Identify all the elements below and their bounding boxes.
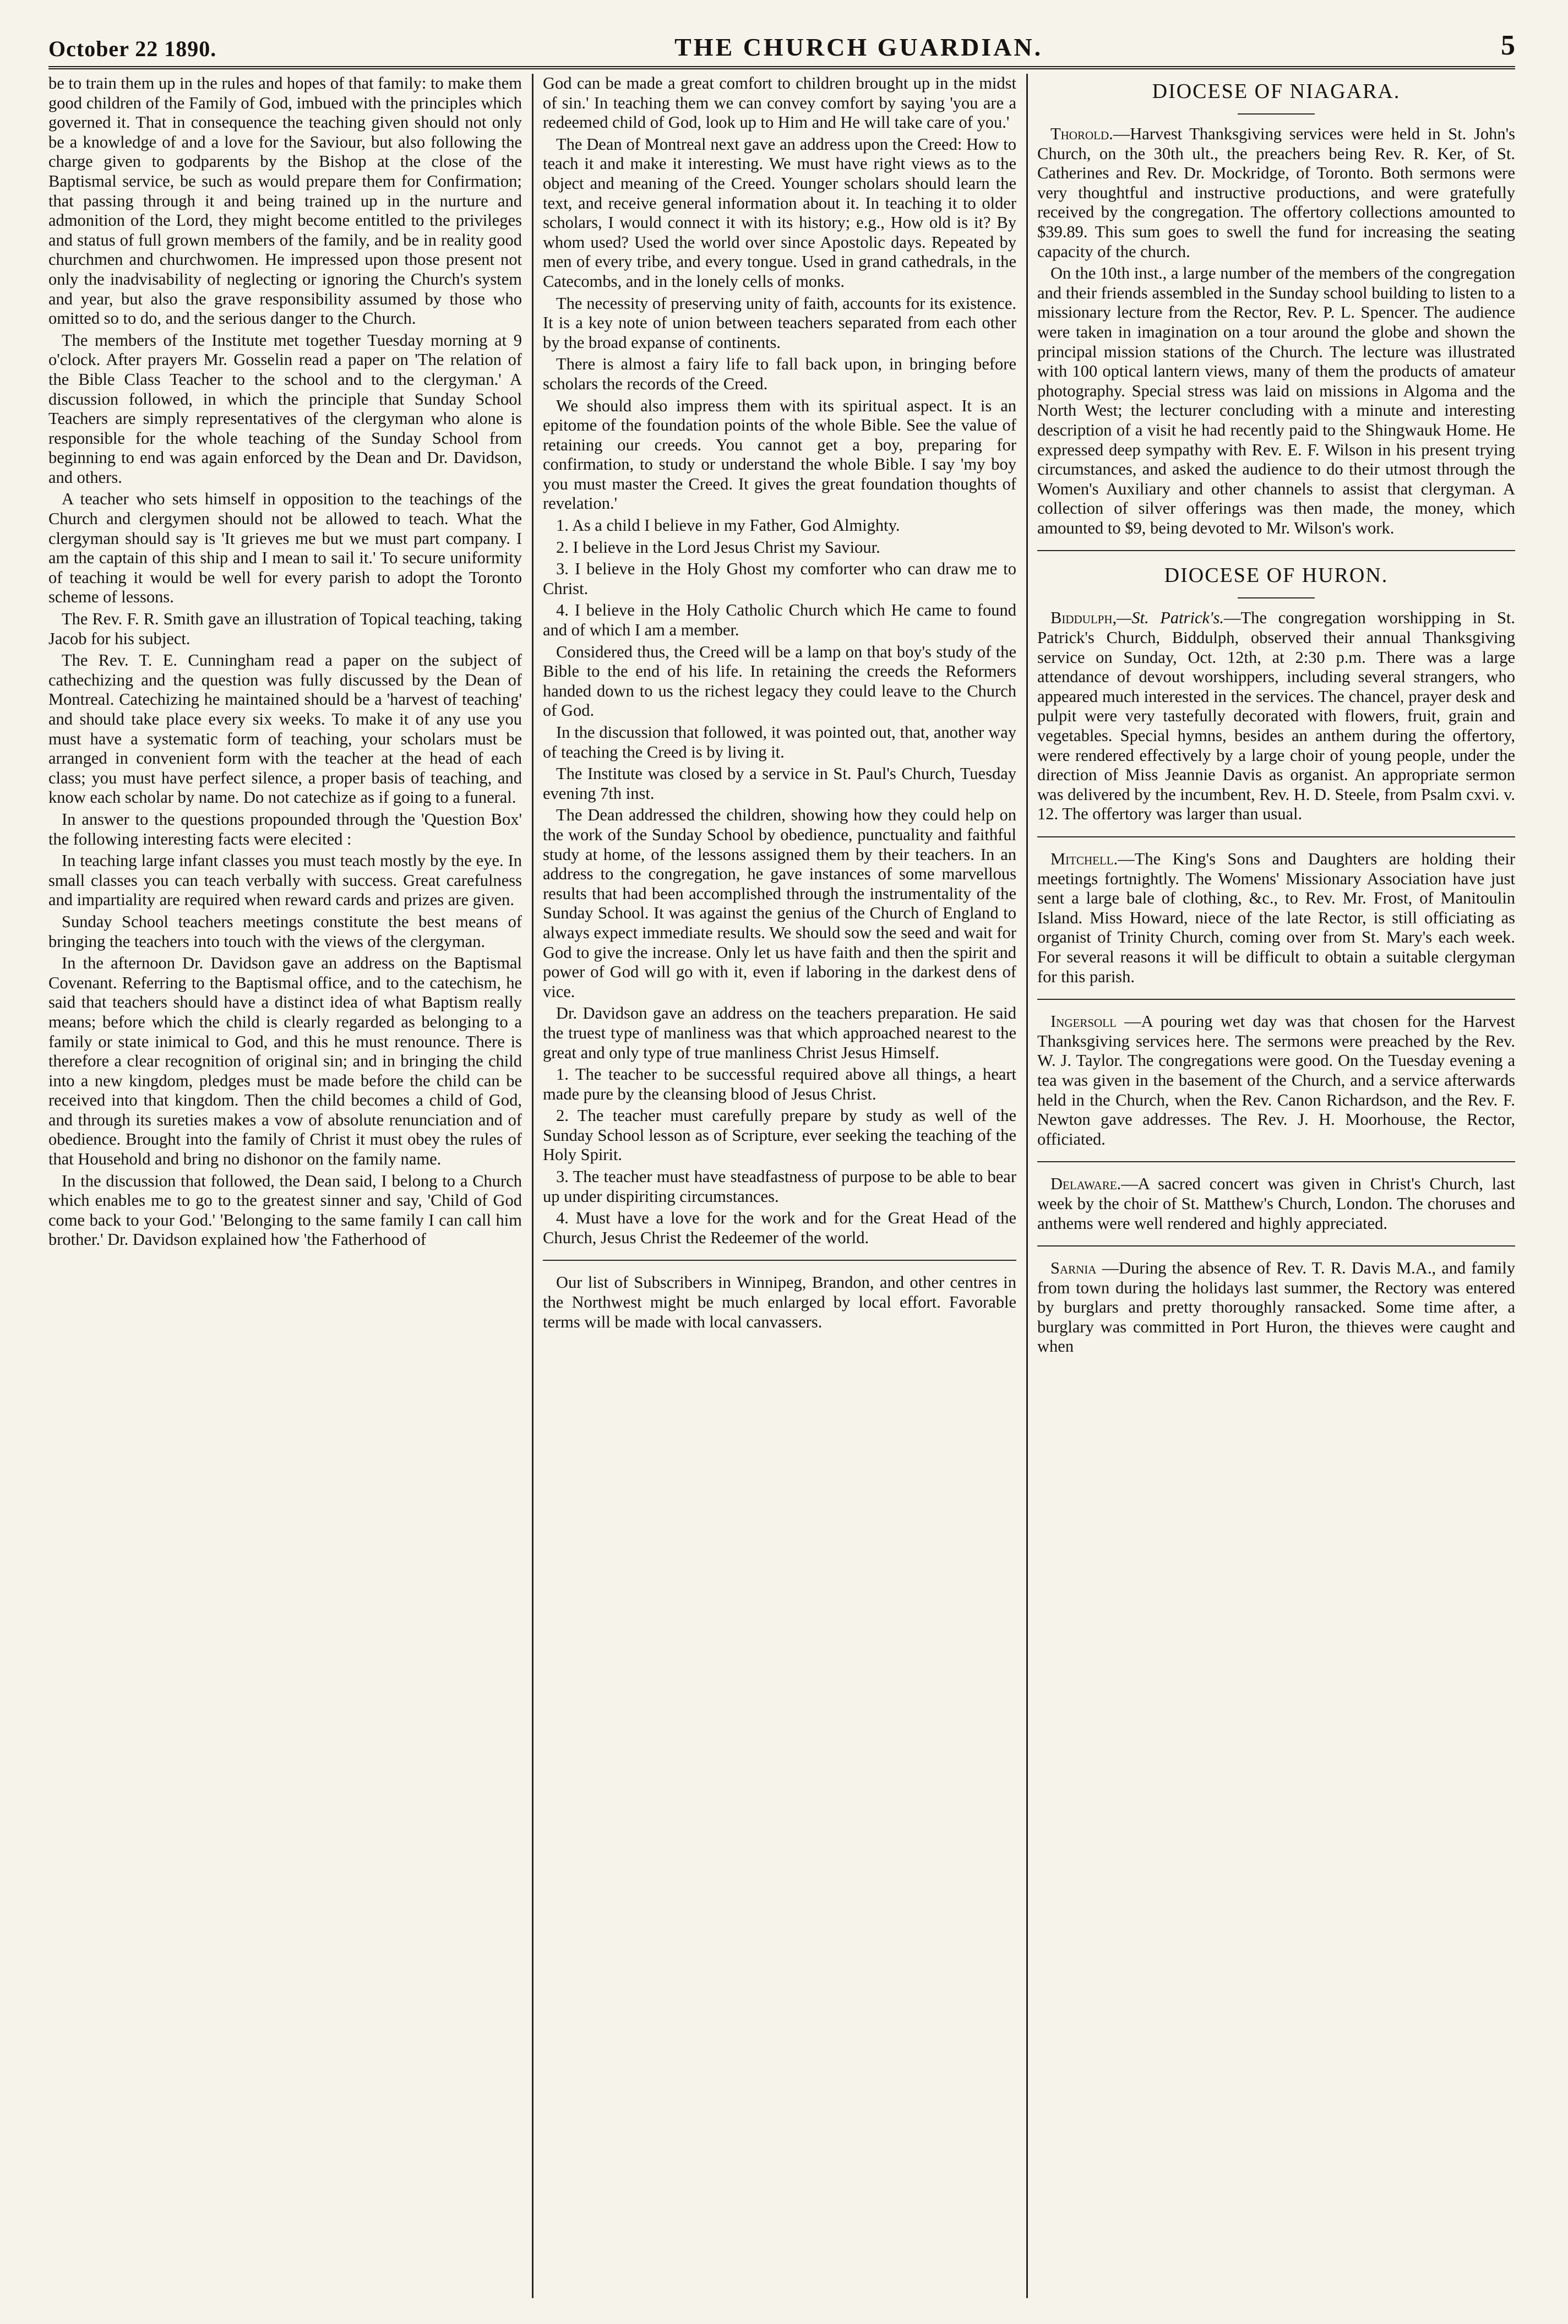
item-text: —The congregation worshipping in St. Patrick's Church, Biddulph, observed their annual Thanksgiving service on Sunday, Oct. 12th, at 2:30 p.m. There was a large attendance of devout worshippers, including several strangers, who appeared much interested in the services. The chancel, prayer desk and pulpit were very tastefully decorated with flowers, fruit, grain and vegetables. Special hymns, besides an anthem during the offertory, were rendered effectively by a large choir of young people, under the direction of Miss Jeannie Davis as organist. An appropriate sermon was delivered by the incumbent, Rev. H. D. Steele, from Psalm cxvi. v. 12. The offertory was larger than usual. (1037, 608, 1515, 824)
paragraph: The members of the Institute met together Tuesday morning at 9 o'clock. After prayers Mr. Gosselin read a paper on 'The relation of the Bible Class Teacher to the school and to the clergyman.' A discussion followed, in which the principle that Sunday School Teachers are simply representatives of the clergyman who alone is responsible for the whole teaching of the Sunday School from beginning to end was again enforced by the Dean and Dr. Davidson, and others. (48, 330, 522, 487)
paragraph: God can be made a great comfort to children brought up in the midst of sin.' In teaching them we can convey comfort by saying 'you are a redeemed child of God, look up to Him and He will take care of you.' (543, 74, 1016, 132)
page-number: 5 (1501, 30, 1515, 61)
place-name: Mitchell. (1050, 850, 1118, 868)
issue-date: October 22 1890. (48, 36, 217, 61)
place-name: Thorold. (1050, 124, 1113, 143)
paragraph: Considered thus, the Creed will be a lamp on that boy's study of the Bible to the end of his life. In retaining the creeds the Reformers handed down to us the richest legacy they could leave to the Church of God. (543, 642, 1016, 720)
divider (1037, 836, 1515, 837)
item-sarnia (1037, 1259, 1515, 1357)
paragraph: We should also impress them with its spiritual aspect. It is an epitome of the foundation points of the whole Bible. See the value of retaining our creeds. You cannot get a boy, preparing for confirmation, to study or understand the whole Bible. I say 'my boy you must master the Creed. It gives the great foundation thoughts of revelation.' (543, 396, 1016, 513)
list-item: 3. The teacher must have steadfastness of purpose to be able to bear up under dispiriting circumstances. (543, 1167, 1016, 1206)
paragraph: On the 10th inst., a large number of the members of the congregation and their friends assembled in the Sunday school building to listen to a missionary lecture from the Rector, Rev. P. L. Spencer. The audience were taken in imagination on a tour around the globe and shown the principal mission stations of the Church. The lecture was illustrated with 100 optical lantern views, many of them the products of amateur photography. Special stress was laid on missions in Algoma and the North West; the lecturer concluding with a minute and interesting description of a visit he had recently paid to the Shingwauk Home. He expressed deep sympathy with Rev. E. F. Wilson in his present trying circumstances, and asked the audience to do their utmost through the Women's Auxiliary and other channels to assist that clergyman. A collection of silver offerings was then made, the money, which amounted to $9, being devoted to Mr. Wilson's work. (1037, 264, 1515, 537)
item-mitchell (1037, 850, 1515, 987)
paragraph: In the discussion that followed, the Dean said, I belong to a Church which enables me to go to the greatest sinner and say, 'Child of God come back to your God.' 'Belonging to the same family I can call him brother.' Dr. Davidson explained how 'the Fatherhood of (48, 1171, 522, 1249)
item-text: —A pouring wet day was that chosen for the Harvest Thanksgiving services here. The sermons were preached by the Rev. W. J. Taylor. The congregations were good. On the Tuesday evening a tea was given in the basement of the Church, and a service afterwards held in the Church, when the Rev. Canon Richardson, and the Rev. F. Newton gave addresses. The Rev. J. H. Moorhouse, the Rector, officiated. (1037, 1012, 1515, 1149)
newspaper-title: THE CHURCH GUARDIAN. (674, 33, 1043, 61)
divider (1037, 1161, 1515, 1162)
paragraph: In the afternoon Dr. Davidson gave an address on the Baptismal Covenant. Referring to the Baptismal office, and to the catechism, he said that teachers should have a distinct idea of what Baptism really means; before which the child is clearly regarded as belonging to a family or state inimical to God, and this he must renounce. There is therefore a clear recognition of original sin; and in bringing the child into a new kingdom, pledges must be made before the child can be received into that kingdom. Then the child becomes a child of God, and through its sureties makes a vow of absolute renunciation and of obedience. Brought into the family of Christ it must obey the rules of that Household and bring no dishonor on the family name. (48, 954, 522, 1169)
place-name: Delaware. (1050, 1174, 1121, 1194)
paragraph: In answer to the questions propounded through the 'Question Box' the following interesting facts were elecited : (48, 809, 522, 848)
subscribers-notice: Our list of Subscribers in Winnipeg, Brandon, and other centres in the Northwest might be much enlarged by local effort. Favorable terms will be made with local canvassers. (543, 1273, 1016, 1331)
divider (1238, 597, 1315, 598)
paragraph: A teacher who sets himself in opposition to the teachings of the Church and clergymen should not be allowed to teach. What the clergyman should say is 'It grieves me but we must part company. I am the captain of this ship and I mean to sail it.' To secure uniformity of teaching it would be well for every parish to adopt the Toronto scheme of lessons. (48, 489, 522, 607)
paragraph: The necessity of preserving unity of faith, accounts for its existence. It is a key note of union between teachers separated from each other by the broad expanse of continents. (543, 293, 1016, 352)
paragraph: In teaching large infant classes you must teach mostly by the eye. In small classes you can teach verbally with success. Great carefulness and impartiality are required when reward cards and prizes are given. (48, 851, 522, 910)
paragraph: There is almost a fairy life to fall back upon, in bringing before scholars the records of the Creed. (543, 355, 1016, 393)
creed-item: 1. As a child I believe in my Father, God Almighty. (556, 516, 900, 535)
creed-item: 4. I believe in the Holy Catholic Church which He came to found and of which I am a member. (543, 601, 1016, 640)
item-text: —A sacred concert was given in Christ's Church, last week by the choir of St. Matthew's Church, London. The choruses and anthems were well rendered and highly appreciated. (1037, 1174, 1515, 1233)
column-2 (543, 74, 1016, 2298)
columns (48, 74, 1515, 2309)
item-text: —The King's Sons and Daughters are holding their meetings fortnightly. The Womens' Missionary Association have just sent a large bale of clothing, &c., to Rev. Mr. Frost, of Manitoulin Island. Miss Howard, niece of the late Rector, is still officiating as organist of Trinity Church, coming over from St. Mary's each week. For several reasons it will be difficult to obtain a suitable clergyman for this parish. (1037, 850, 1515, 986)
place-name: Sarnia (1050, 1259, 1097, 1278)
column-3 (1037, 74, 1515, 2298)
list-item: 1. The teacher to be successful required above all things, a heart made pure by the cleansing blood of Jesus Christ. (543, 1065, 1016, 1103)
paragraph: Sunday School teachers meetings constitute the best means of bringing the teachers into touch with the views of the clergyman. (48, 912, 522, 951)
place-name: Biddulph, (1050, 608, 1117, 628)
paragraph: The Dean of Montreal next gave an address upon the Creed: How to teach it and make it interesting. We must have right views as to the object and meaning of the Creed. Younger scholars should learn the text, and receive general information about it. In teaching it to older scholars, I would connect it with its history; e.g., How old is it? By whom used? Used the world over since Apostolic days. Repeated by men of every tribe, and every tongue. Used in grand cathedrals, in the Catecombs, and in the lonely cells of monks. (543, 134, 1016, 291)
creed-item: 3. I believe in the Holy Ghost my comforter who can draw me to Christ. (543, 559, 1016, 598)
creed-item: 2. I believe in the Lord Jesus Christ my Saviour. (556, 537, 880, 557)
place-name: Ingersoll (1050, 1012, 1117, 1031)
list-item: 4. Must have a love for the work and for the Great Head of the Church, Jesus Christ the Redeemer of the world. (543, 1209, 1016, 1247)
divider (1037, 1245, 1515, 1247)
paragraph: The Dean addressed the children, showing how they could help on the work of the Sunday School by obedience, punctuality and faithful study at home, of the lessons assigned them by their teachers. In an address to the congregation, he gave instances of some marvellous results that had been accomplished through the instrumentality of the Sunday School. It was against the genius of the Church of England to always expect immediate results. We should sow the seed and wait for God to give the increase. Only let us have faith and then the spirit and power of God will go with it, even if laboring in the darkest dens of vice. (543, 805, 1016, 1001)
paragraph: Dr. Davidson gave an address on the teachers preparation. He said the truest type of manliness was that which approached nearest to the great and only type of true manliness Christ Jesus Himself. (543, 1004, 1016, 1062)
paragraph: In the discussion that followed, it was pointed out, that, another way of teaching the Creed is by living it. (543, 723, 1016, 761)
church-name: —St. Patrick's. (1117, 608, 1224, 628)
item-ingersoll (1037, 1012, 1515, 1149)
section-heading-niagara: DIOCESE OF NIAGARA. (1152, 80, 1401, 103)
item-delaware (1037, 1174, 1515, 1233)
column-1 (48, 74, 522, 2298)
item-text: —Harvest Thanksgiving services were held in St. John's Church, on the 30th ult., the preachers being Rev. R. Ker, of St. Catherines and Rev. Dr. Mockridge, of Toronto. Both sermons were very thoughtful and instructive productions, and were gratefully received by the congregation. The offertory collections amounted to $39.89. This sum goes to swell the fund for increasing the seating capacity of the church. (1037, 124, 1515, 261)
item-thorold (1037, 124, 1515, 262)
paragraph: The Rev. F. R. Smith gave an illustration of Topical teaching, taking Jacob for his subject. (48, 609, 522, 648)
column-rule (532, 74, 533, 2298)
divider (1238, 113, 1315, 115)
item-text: —During the absence of Rev. T. R. Davis M.A., and family from town during the holidays last summer, the Rectory was entered by burglars and pretty thoroughly ransacked. Some time after, a burglary was committed in Port Huron, the thieves were caught and when (1037, 1259, 1515, 1356)
divider (543, 1260, 1016, 1261)
paragraph: be to train them up in the rules and hopes of that family: to make them good children of the Family of God, imbued with the principles which governed it. That in consequence the teaching given should not only be a knowledge of and a love for the Saviour, but also following the charge given to godparents by the Bishop at the close of the Baptismal service, be such as would prepare them for Confirmation; that passing through it and being trained up in the nurture and admonition of the Lord, they might become entitled to the privileges and status of full grown members of the family, and be in reality good churchmen and churchwomen. He impressed upon those present not only the inadvisability of neglecting or ignoring the Church's system and year, but also the grave responsibility assumed by those who omitted so to do, and the serious danger to the Church. (48, 74, 522, 328)
divider (1037, 550, 1515, 551)
section-heading-huron: DIOCESE OF HURON. (1164, 564, 1389, 587)
paragraph: The Rev. T. E. Cunningham read a paper on the subject of cathechizing and the question was fully discussed by the Dean of Montreal. Catechizing he maintained should be a 'harvest of teaching' and should take place every six weeks. To make it of any use you must have a systematic form of teaching, your scholars must be arranged in convenient form with the teacher at the head of each class; you must have perfect silence, a proper basis of teaching, and know each scholar by name. Do not catechize as if going to a funeral. (48, 651, 522, 807)
item-biddulph (1037, 608, 1515, 824)
divider (1037, 999, 1515, 1000)
column-rule (1026, 74, 1028, 2298)
list-item: 2. The teacher must carefully prepare by study as well of the Sunday School lesson as of Scripture, ever seeking the teaching of the Holy Spirit. (543, 1106, 1016, 1164)
masthead (48, 26, 1515, 69)
paragraph: The Institute was closed by a service in St. Paul's Church, Tuesday evening 7th inst. (543, 764, 1016, 803)
